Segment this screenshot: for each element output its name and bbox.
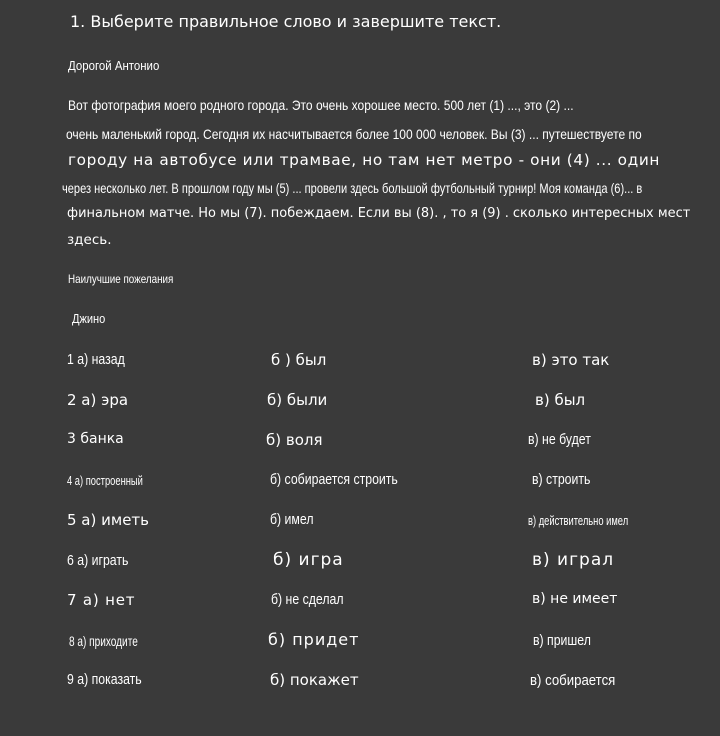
- option-2b: б) были: [267, 391, 328, 409]
- option-2a: 2 а) эра: [67, 391, 129, 409]
- option-7c: в) не имеет: [532, 591, 618, 607]
- option-9c: в) собирается: [530, 672, 616, 689]
- letter-line: через несколько лет. В прошлом году мы (5) ... провели здесь большой футбольный турнир! Моя команда (6)... в: [62, 180, 643, 196]
- option-3a: 3 банка: [67, 431, 124, 447]
- option-8a: 8 а) приходите: [69, 633, 138, 649]
- option-6c: в) играл: [532, 550, 615, 570]
- option-4a: 4 а) построенный: [67, 473, 143, 488]
- option-9b: б) покажет: [270, 671, 359, 689]
- option-8c: в) пришел: [533, 632, 591, 649]
- letter-line: очень маленький город. Сегодня их насчитывается более 100 000 человек. Вы (3) ... путешествуете по: [66, 126, 642, 142]
- option-6b: б) игра: [273, 550, 344, 570]
- option-8b: б) придет: [268, 630, 360, 649]
- letter-greeting: Дорогой Антонио: [68, 58, 160, 73]
- letter-line: финальном матче. Но мы (7). побеждаем. Если вы (8). , то я (9) . сколько интересных мест: [67, 205, 691, 221]
- option-4b: б) собирается строить: [270, 471, 398, 488]
- option-1a: 1 а) назад: [67, 351, 125, 368]
- option-9a: 9 а) показать: [67, 671, 142, 688]
- option-5b: б) имел: [270, 511, 314, 528]
- letter-line: здесь.: [67, 232, 112, 248]
- option-1c: в) это так: [532, 351, 610, 369]
- option-5a: 5 а) иметь: [67, 511, 149, 529]
- letter-line: Вот фотография моего родного города. Это очень хорошее место. 500 лет (1) ..., это (2) ...: [68, 97, 574, 113]
- option-1b: б ) был: [271, 351, 327, 369]
- option-5c: в) действительно имел: [528, 513, 629, 528]
- option-7b: б) не сделал: [271, 591, 344, 608]
- option-4c: в) строить: [532, 471, 591, 488]
- letter-closing: Наилучшие пожелания: [68, 272, 174, 286]
- letter-signature: Джино: [72, 311, 106, 326]
- option-2c: в) был: [535, 391, 586, 409]
- option-3b: б) воля: [266, 431, 323, 449]
- option-6a: 6 а) играть: [67, 552, 129, 569]
- option-3c: в) не будет: [528, 431, 591, 448]
- letter-line: городу на автобусе или трамвае, но там нет метро - они (4) ... один: [68, 151, 661, 169]
- option-7a: 7 а) нет: [67, 591, 136, 609]
- exercise-title: 1. Выберите правильное слово и завершите текст.: [70, 12, 502, 31]
